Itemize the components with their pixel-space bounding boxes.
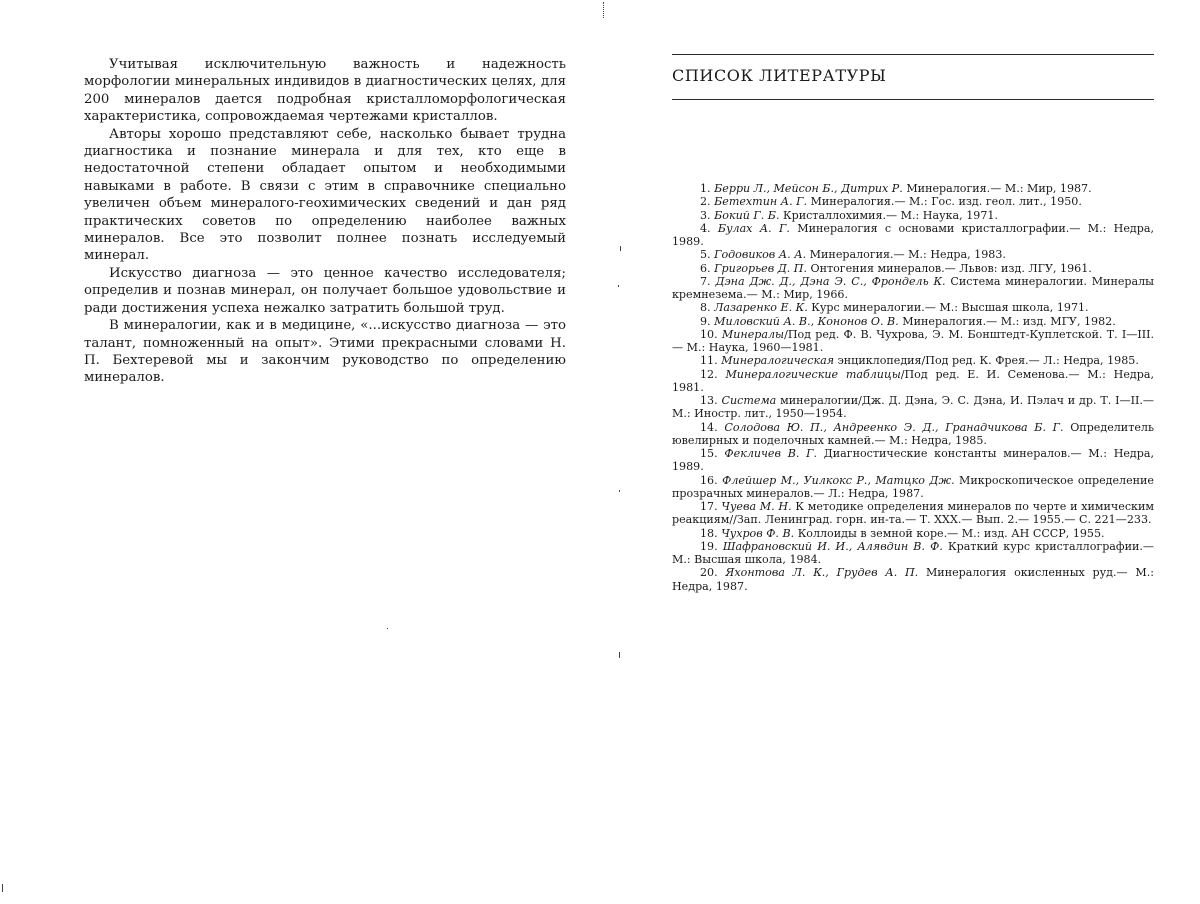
reference-details: /Под ред. Е. И. Семенова.— М.: Недра, 1981.: [672, 367, 1154, 394]
paragraph: В минералогии, как и в медицине, «...искусство диагноза — это талант, помноженный на опыт». Этими прекрасными словами Н. П. Бехтеревой мы и закончим руководство по определению минералов.: [84, 318, 566, 386]
reference-number: 14.: [700, 420, 718, 434]
reference-author: Чуева М. Н.: [721, 500, 792, 513]
reference-item: [672, 209, 1154, 222]
reference-details: Микроскопическое определение прозрачных минералов.— Л.: Недра, 1987.: [672, 473, 1154, 500]
reference-details: К методике определения минералов по черте и химическим реакциям//Зап. Ленинград. горн. ин-та.— Т. XXX.— Вып. 2.— 1955.— С. 221—233.: [672, 500, 1154, 527]
reference-author: Минералы: [721, 327, 785, 341]
scan-speck: [387, 628, 388, 629]
reference-author: Солодова Ю. П., Андреенко Э. Д., Гранадчикова Б. Г.: [724, 420, 1064, 434]
reference-item: [672, 262, 1154, 275]
reference-item: [672, 182, 1154, 195]
reference-number: 17.: [700, 500, 718, 513]
reference-number: 6.: [700, 261, 711, 275]
title-rule-top: [672, 54, 1154, 55]
reference-number: 4.: [700, 221, 711, 235]
reference-details: Минералогия.— М.: Мир, 1987.: [902, 182, 1092, 195]
reference-item: [672, 474, 1154, 501]
reference-number: 15.: [700, 447, 718, 460]
reference-number: 19.: [700, 539, 718, 553]
reference-author: Миловский А. В., Кононов О. В.: [714, 314, 899, 328]
reference-number: 7.: [700, 274, 711, 288]
reference-details: /Под ред. Ф. В. Чухрова, Э. М. Бонштедт-Куплетской. Т. I—III.— М.: Наука, 1960—1981.: [672, 327, 1154, 354]
reference-author: Лазаренко Е. К.: [714, 301, 808, 315]
reference-number: 1.: [700, 182, 711, 195]
reference-item: [672, 354, 1154, 367]
scan-speck: [618, 285, 619, 287]
reference-item: [672, 447, 1154, 474]
reference-number: 20.: [700, 566, 718, 580]
reference-item: [672, 421, 1154, 448]
reference-item: [672, 540, 1154, 567]
reference-details: Минералогия.— М.: Гос. изд. геол. лит., 1950.: [807, 195, 1082, 209]
reference-author: Берри Л., Мейсон Б., Дитрих Р.: [714, 182, 903, 195]
reference-item: [672, 275, 1154, 302]
reference-number: 2.: [700, 195, 711, 209]
reference-item: [672, 301, 1154, 314]
reference-list: [672, 182, 1154, 593]
reference-details: Онтогения минералов.— Львов: изд. ЛГУ, 1961.: [806, 261, 1092, 275]
reference-author: Минералогические таблицы: [725, 367, 901, 381]
reference-number: 11.: [700, 354, 718, 368]
reference-author: Чухров Ф. В.: [721, 526, 795, 540]
reference-number: 3.: [700, 208, 711, 222]
reference-item: [672, 566, 1154, 593]
reference-details: Минералогия.— М.: изд. МГУ, 1982.: [898, 314, 1116, 328]
reference-number: 8.: [700, 301, 711, 315]
reference-author: Минералогическая: [721, 354, 835, 368]
reference-details: Кристаллохимия.— М.: Наука, 1971.: [779, 208, 998, 222]
reference-item: [672, 368, 1154, 395]
paragraph: Учитывая исключительную важность и надежность морфологии минеральных индивидов в диагностических целях, для 200 минералов дается подробная кристалломорфологическая характеристика, сопровождаемая чертежами кристаллов.: [84, 57, 566, 125]
reference-details: энциклопедия/Под ред. К. Фрея.— Л.: Недра, 1985.: [834, 354, 1139, 368]
reference-author: Годовиков А. А.: [714, 248, 807, 262]
reference-item: [672, 527, 1154, 540]
scan-speck: [619, 652, 620, 658]
scan-speck: [620, 246, 621, 251]
reference-item: [672, 222, 1154, 249]
reference-author: Шафрановский И. И., Алявдин В. Ф.: [722, 539, 943, 553]
reference-item: [672, 394, 1154, 421]
reference-number: 13.: [700, 394, 718, 407]
reference-item: [672, 195, 1154, 208]
reference-details: Определитель ювелирных и поделочных камней.— М.: Недра, 1985.: [672, 420, 1154, 447]
reference-details: Система минералогии. Минералы кремнезема.— М.: Мир, 1966.: [672, 274, 1155, 301]
reference-number: 9.: [700, 314, 711, 328]
reference-item: [672, 500, 1154, 527]
reference-details: Минералогия с основами кристаллографии.— М.: Недра, 1989.: [672, 221, 1154, 248]
reference-author: Флейшер М., Уилкокс Р., Матцко Дж.: [722, 473, 955, 487]
paragraph: Авторы хорошо представляют себе, насколько бывает трудна диагностика и познание минерала и для тех, кто еще в недостаточной степени обладает опытом и необходимыми навыками в работе. В связи с этим в справочнике специально увеличен объем минералого-геохимических сведений и дан ряд практических советов по определению наиболее важных минералов. Все это позволит полнее познать исследуемый минерал.: [84, 126, 566, 264]
reference-details: минералогии/Дж. Д. Дэна, Э. С. Дэна, И. Пэлач и др. Т. I—II.— М.: Иностр. лит., 1950—1954.: [672, 394, 1154, 421]
paragraph: Искусство диагноза — это ценное качество исследователя; определив и познав минерал, он получает большое удовольствие и ради достижения успеха нежалко затратить большой труд.: [84, 265, 566, 316]
reference-details: Коллоиды в земной коре.— М.: изд. АН СССР, 1955.: [794, 526, 1105, 540]
reference-details: Минералогия окисленных руд.— М.: Недра, 1987.: [672, 566, 1154, 593]
left-page-text: [84, 56, 566, 387]
reference-author: Фекличев В. Г.: [724, 447, 818, 460]
reference-details: Курс минералогии.— М.: Высшая школа, 1971.: [807, 301, 1089, 315]
reference-item: [672, 315, 1154, 328]
reference-details: Краткий курс кристаллографии.— М.: Высшая школа, 1984.: [672, 539, 1155, 566]
reference-number: 12.: [700, 367, 718, 381]
reference-number: 18.: [700, 526, 718, 540]
reference-details: Диагностические константы минералов.— М.: Недра, 1989.: [672, 447, 1155, 474]
section-title: СПИСОК ЛИТЕРАТУРЫ: [672, 66, 887, 85]
reference-author: Григорьев Д. П.: [714, 261, 807, 275]
scan-speck: [619, 490, 620, 492]
reference-author: Дэна Дж. Д., Дэна Э. С., Фрондель К.: [715, 274, 946, 288]
reference-details: Минералогия.— М.: Недра, 1983.: [806, 248, 1006, 262]
reference-item: [672, 248, 1154, 261]
reference-number: 16.: [700, 473, 718, 487]
reference-author: Яхонтова Л. К., Грудев А. П.: [725, 566, 919, 580]
reference-number: 10.: [700, 327, 718, 341]
scan-speck: [2, 884, 3, 892]
reference-author: Бокий Г. Б.: [714, 208, 780, 222]
reference-item: [672, 328, 1154, 355]
reference-author: Бетехтин А. Г.: [714, 195, 808, 209]
reference-number: 5.: [700, 248, 711, 262]
reference-author: Булах А. Г.: [717, 221, 790, 235]
reference-author: Система: [721, 394, 777, 407]
title-rule-bottom: [672, 99, 1154, 100]
